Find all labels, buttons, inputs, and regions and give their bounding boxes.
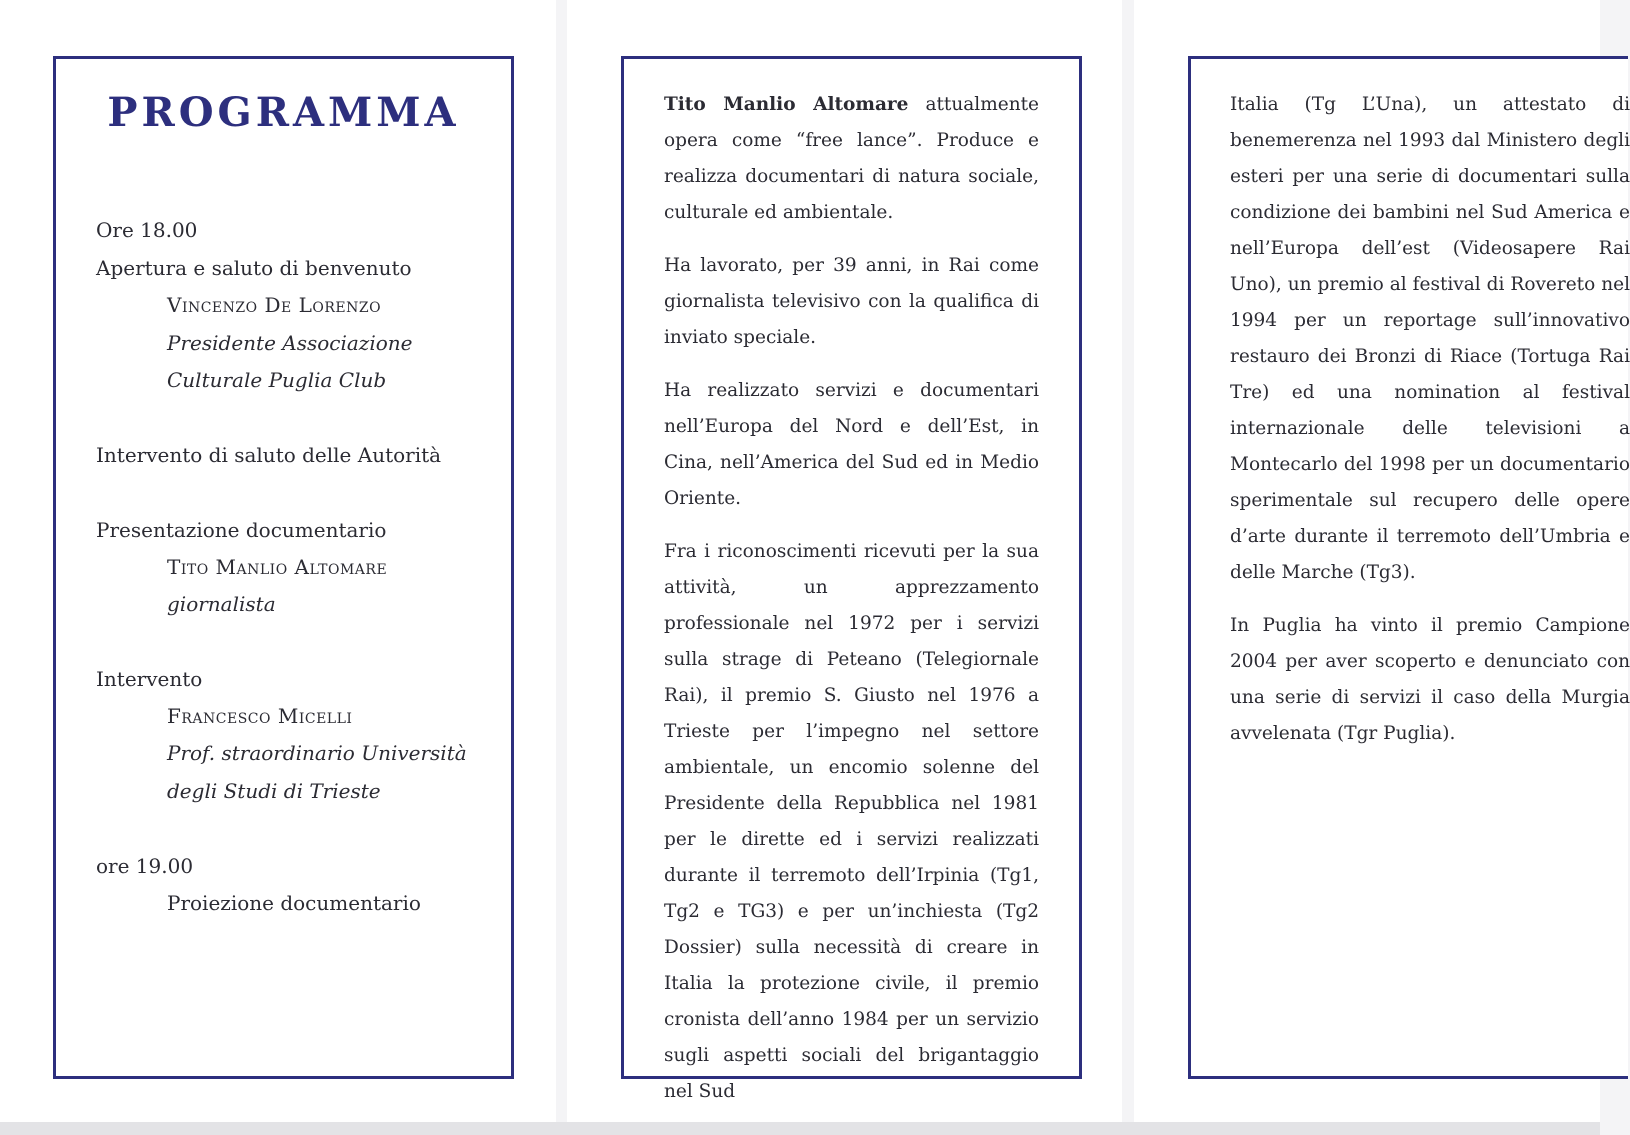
speaker-name-altomare: Tito Manlio Altomare bbox=[167, 555, 388, 579]
bio-panel bbox=[621, 56, 1082, 1102]
program-title: PROGRAMMA bbox=[107, 89, 460, 136]
bio-paragraph-puglia: In Puglia ha vinto il premio Campione 2004 per aver scoperto e denunciato con una serie di servizi il caso della Murgia avvelenata (Tgr Puglia). bbox=[1230, 615, 1630, 744]
presentation-item: Presentazione documentario bbox=[96, 518, 387, 542]
bio-paragraph-awards-cont: Italia (Tg L’Una), un attestato di benemerenza nel 1993 dal Ministero degli esteri per una serie di documentari sulla condizione dei bambini nel Sud America e nell’Europa dell’est (Videosapere Rai Uno), un premio al festival di Rovereto nel 1994 per un reportage sull’innovativo restauro dei Bronzi di Riace (Tortuga Rai Tre) ed una nomination al festival internazionale delle televisioni a Montecarlo del 1998 per un documentario sperimentale sul recupero delle opere d’arte durante il terremoto dell’Umbria e delle Marche (Tg3). bbox=[1230, 94, 1630, 583]
speaker-role-de-lorenzo-2: Culturale Puglia Club bbox=[167, 368, 387, 392]
bio-paragraph-rai: Ha lavorato, per 39 anni, in Rai come giornalista televisivo con la qualifica di inviato speciale. bbox=[664, 255, 1039, 348]
speaker-name-de-lorenzo: Vincenzo De Lorenzo bbox=[167, 293, 382, 317]
intervention-item: Intervento bbox=[96, 667, 203, 691]
bio-name: Tito Manlio Altomare bbox=[664, 94, 909, 115]
time-1900: ore 19.00 bbox=[96, 854, 194, 878]
bio-continued-panel bbox=[1188, 56, 1628, 1079]
bio-paragraph-travels: Ha realizzato servizi e documentari nell’Europa del Nord e dell’Est, in Cina, nell’America del Sud ed in Medio Oriente. bbox=[664, 380, 1039, 509]
time-1800: Ore 18.00 bbox=[96, 218, 198, 242]
bio-intro-text: attualmente opera come “free lance”. Produce e realizza documentari di natura sociale, culturale ed ambientale. bbox=[664, 94, 1039, 223]
authorities-item: Intervento di saluto delle Autorità bbox=[96, 443, 442, 467]
opening-item: Apertura e saluto di benvenuto bbox=[96, 256, 412, 280]
bio-paragraph-awards: Fra i riconoscimenti ricevuti per la sua attività, un apprezzamento professionale nel 1972 per i servizi sulla strage di Peteano (Telegiornale Rai), il premio S. Giusto nel 1976 a Trieste per l’impegno nel settore ambientale, un encomio solenne del Presidente della Repubblica nel 1981 per le dirette ed i servizi realizzati durante il terremoto dell’Irpinia (Tg1, Tg2 e TG3) e per un’inchiesta (Tg2 Dossier) sulla necessità di creare in Italia la protezione civile, il premio cronista dell’anno 1984 per un servizio sugli aspetti sociali del brigantaggio nel Sud bbox=[664, 541, 1039, 1102]
speaker-name-micelli: Francesco Micelli bbox=[167, 704, 353, 728]
speaker-role-micelli-1: Prof. straordinario Università bbox=[167, 741, 467, 765]
screening-item: Proiezione documentario bbox=[167, 891, 421, 915]
speaker-role-micelli-2: degli Studi di Trieste bbox=[167, 779, 381, 803]
program-panel bbox=[53, 56, 514, 1079]
speaker-role-de-lorenzo-1: Presidente Associazione bbox=[167, 331, 413, 355]
speaker-role-altomare: giornalista bbox=[167, 592, 276, 616]
bio-paragraph-intro bbox=[664, 87, 1039, 231]
